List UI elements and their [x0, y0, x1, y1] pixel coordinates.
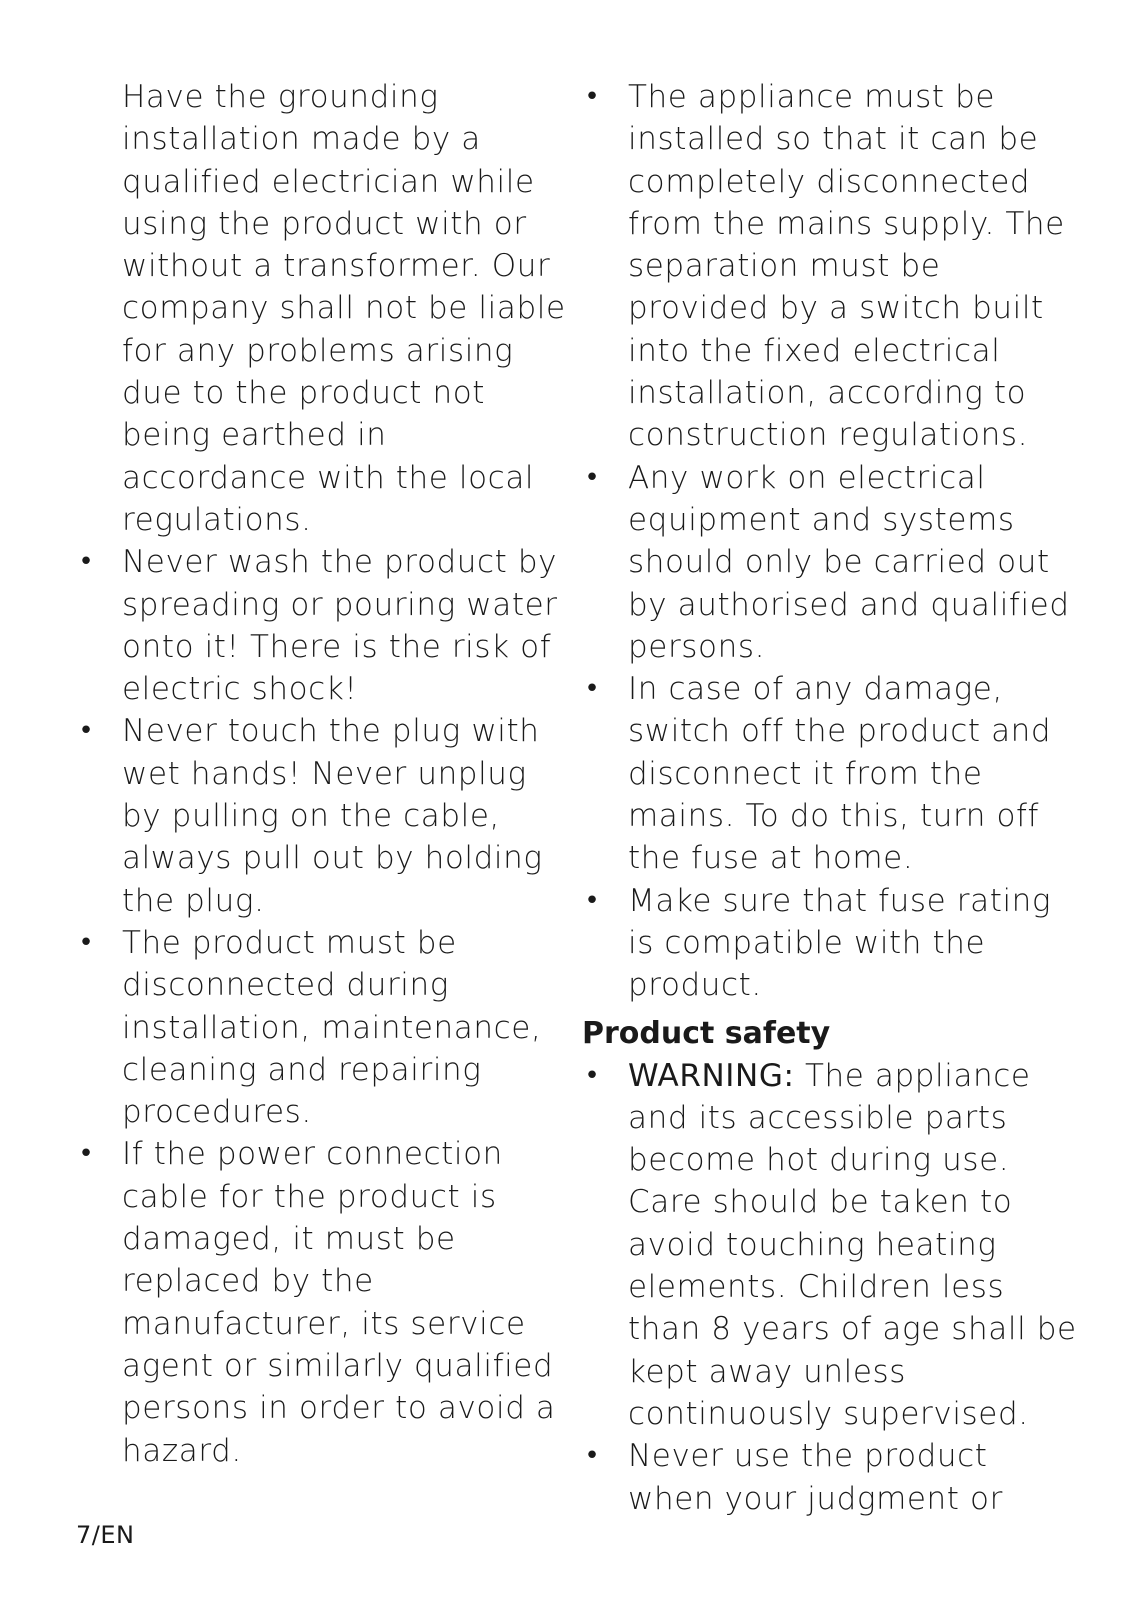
text-line: and its accessible parts [628, 1099, 1008, 1136]
text-line: regulations. [122, 501, 312, 538]
text-line: agent or similarly qualified [122, 1347, 554, 1384]
warning-first-line [628, 1055, 1052, 1097]
bullet-item-disconnected [76, 922, 566, 1133]
bullet-icon: • [78, 716, 94, 747]
text-line: wet hands! Never unplug [122, 755, 527, 792]
text-line: accordance with the local [122, 459, 535, 496]
text-line: construction regulations. [628, 417, 1029, 454]
text-line: switch off the product and [628, 713, 1052, 750]
text-line: persons in order to avoid a [122, 1390, 556, 1427]
bullet-item-damage [582, 668, 1052, 879]
left-column [76, 76, 566, 1472]
section-heading-product-safety: Product safety [582, 1015, 831, 1051]
bullet-item-power-cable [76, 1133, 566, 1471]
text-line: by authorised and qualified [628, 586, 1070, 623]
text-line: Any work on electrical [628, 459, 986, 496]
text-line: Have the grounding [122, 79, 439, 115]
text-line: The appliance must be [628, 79, 996, 115]
bullet-icon: • [584, 1441, 600, 1472]
text-line: electric shock! [122, 671, 358, 708]
text-line: the plug. [122, 882, 265, 919]
text-line: when your judgment or [628, 1480, 1003, 1517]
text-line: installation, according to [628, 375, 1027, 412]
text-line: become hot during use. [628, 1142, 1010, 1179]
text-line: manufacturer, its service [122, 1305, 526, 1342]
text-line: Never use the product [628, 1438, 988, 1475]
text-line: kept away unless [628, 1353, 907, 1390]
text-line: Never wash the product by [122, 544, 558, 581]
text-line: In case of any damage, [628, 671, 1003, 708]
text-line: by pulling on the cable, [122, 798, 500, 835]
page-number: 7/EN [76, 1521, 135, 1549]
text-line: than 8 years of age shall be [628, 1311, 1077, 1348]
bullet-item-never-wash [76, 541, 566, 710]
text-line: Never touch the plug with [122, 713, 540, 750]
text-line: always pull out by holding [122, 840, 543, 877]
bullet-icon: • [584, 885, 600, 916]
text-line: qualified electrician while [122, 163, 535, 200]
text-line: installed so that it can be [628, 121, 1039, 158]
bullet-item-warning-hot [582, 1055, 1077, 1436]
text-line: equipment and systems [628, 501, 1015, 538]
bullet-item-judgment [582, 1435, 1052, 1520]
text-line: separation must be [628, 248, 941, 285]
text-line: cable for the product is [122, 1178, 497, 1215]
warning-label: WARNING: [628, 1057, 795, 1094]
text-line: the fuse at home. [628, 840, 914, 877]
text-line: being earthed in [122, 417, 387, 454]
text-line: installation, maintenance, [122, 1009, 542, 1046]
text-line: using the product with or [122, 205, 527, 242]
text-line: from the mains supply. The [628, 205, 1065, 242]
text-line: installation made by a [122, 121, 481, 158]
text-line: hazard. [122, 1432, 242, 1469]
bullet-icon: • [78, 1139, 94, 1170]
text-line: disconnected during [122, 967, 449, 1004]
bullet-item-electrical-work [582, 457, 1070, 668]
warning-first-line-text: The appliance [794, 1057, 1031, 1094]
text-line: should only be carried out [628, 544, 1050, 581]
text-line: Make sure that fuse rating [628, 882, 1052, 919]
bullet-item-disconnect-mains [582, 76, 1065, 457]
text-line: product. [628, 967, 762, 1004]
text-line: disconnect it from the [628, 755, 983, 792]
text-line: continuously supervised. [628, 1395, 1029, 1432]
text-line: spreading or pouring water [122, 586, 558, 623]
right-column [582, 76, 1077, 1520]
bullet-item-fuse-rating [582, 880, 1052, 1007]
text-line: completely disconnected [628, 163, 1031, 200]
text-line: replaced by the [122, 1263, 374, 1300]
text-line: onto it! There is the risk of [122, 628, 552, 665]
bullet-item-never-touch-plug [76, 710, 566, 921]
text-line: The product must be [122, 924, 457, 961]
text-line: cleaning and repairing [122, 1051, 482, 1088]
text-line: If the power connection [122, 1136, 503, 1173]
text-line: damaged, it must be [122, 1221, 456, 1258]
text-line: procedures. [122, 1094, 312, 1131]
continued-paragraph [76, 76, 566, 541]
text-line: without a transformer. Our [122, 248, 551, 285]
text-line: elements. Children less [628, 1269, 1005, 1306]
text-line: mains. To do this, turn off [628, 798, 1040, 835]
bullet-icon: • [584, 82, 600, 112]
bullet-icon: • [584, 674, 600, 705]
bullet-icon: • [78, 547, 94, 578]
text-line: due to the product not [122, 375, 486, 412]
text-line: Care should be taken to [628, 1184, 1013, 1221]
bullet-icon: • [78, 927, 94, 958]
bullet-icon: • [584, 1060, 600, 1091]
text-line: avoid touching heating [628, 1226, 997, 1263]
text-line: provided by a switch built [628, 290, 1044, 327]
text-line: persons. [628, 628, 766, 665]
text-line: into the fixed electrical [628, 332, 1001, 369]
text-line: company shall not be liable [122, 290, 566, 327]
bullet-icon: • [584, 462, 600, 493]
text-line: for any problems arising [122, 332, 514, 369]
text-line: is compatible with the [628, 924, 986, 961]
